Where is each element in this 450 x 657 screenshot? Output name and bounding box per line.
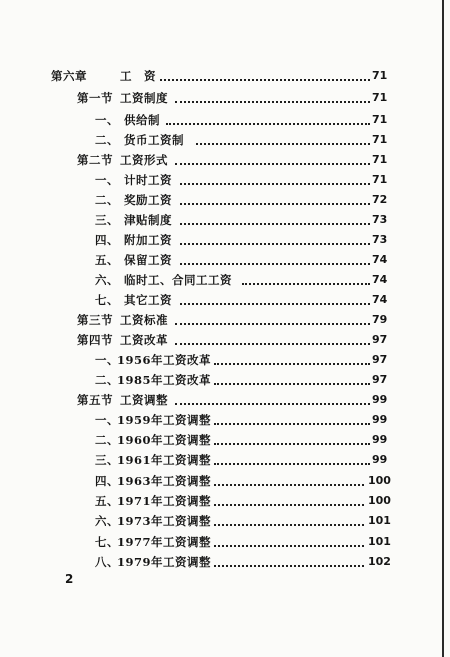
- entry-page-number: 71: [372, 173, 388, 186]
- entry-title: 1961年工资调整: [117, 453, 212, 467]
- leader-dots: [214, 381, 370, 385]
- toc-entry: [0, 553, 450, 571]
- entry-label: 五、: [95, 494, 119, 508]
- toc-entry: [0, 151, 450, 169]
- entry-title: 1960年工资调整: [117, 433, 212, 447]
- entry-title: 保留工资: [124, 253, 172, 267]
- toc-entry: [0, 411, 450, 429]
- leader-dots: [180, 261, 370, 265]
- entry-page-number: 99: [372, 393, 388, 406]
- entry-label: 八、: [95, 555, 119, 569]
- toc-entry: [0, 451, 450, 469]
- entry-title: 1971年工资调整: [117, 494, 212, 508]
- entry-page-number: 101: [368, 535, 391, 548]
- entry-label: 三、: [95, 213, 119, 227]
- leader-dots: [175, 161, 370, 165]
- entry-page-number: 101: [368, 514, 391, 527]
- leader-dots: [175, 341, 370, 345]
- entry-title: 1985年工资改革: [117, 373, 212, 387]
- toc-entry: [0, 251, 450, 269]
- leader-dots: [214, 502, 364, 506]
- entry-label: 六、: [95, 273, 119, 287]
- entry-label: 第二节: [77, 153, 113, 167]
- entry-label: 一、: [95, 353, 119, 367]
- entry-page-number: 97: [372, 333, 388, 346]
- entry-title: 计时工资: [124, 173, 172, 187]
- toc-entry: [0, 371, 450, 389]
- entry-page-number: 100: [368, 494, 391, 507]
- leader-dots: [242, 281, 370, 285]
- entry-title: 1973年工资调整: [117, 514, 212, 528]
- entry-title: 1963年工资调整: [117, 474, 212, 488]
- toc-entry: [0, 231, 450, 249]
- toc-entry: [0, 431, 450, 449]
- toc-entry: [0, 533, 450, 551]
- entry-title: 工资制度: [120, 91, 168, 105]
- page-number: 2: [65, 572, 74, 586]
- toc-entry: [0, 171, 450, 189]
- entry-title: 附加工资: [124, 233, 172, 247]
- entry-label: 第六章: [51, 69, 87, 83]
- toc-entry: [0, 512, 450, 530]
- entry-page-number: 74: [372, 253, 388, 266]
- entry-title: 货币工资制: [124, 133, 184, 147]
- toc-entry: [0, 111, 450, 129]
- entry-label: 一、: [95, 413, 119, 427]
- entry-title: 工资形式: [120, 153, 168, 167]
- leader-dots: [160, 77, 370, 81]
- entry-label: 二、: [95, 193, 119, 207]
- entry-title: 工资改革: [120, 333, 168, 347]
- toc-entry: [0, 311, 450, 329]
- toc-entry: [0, 131, 450, 149]
- entry-label: 二、: [95, 373, 119, 387]
- entry-title: 临时工、合同工工资: [124, 273, 232, 287]
- leader-dots: [175, 99, 370, 103]
- entry-label: 五、: [95, 253, 119, 267]
- toc-entry: [0, 67, 450, 85]
- entry-label: 二、: [95, 433, 119, 447]
- entry-label: 第三节: [77, 313, 113, 327]
- toc-entry: [0, 291, 450, 309]
- entry-label: 三、: [95, 453, 119, 467]
- entry-title: 工资标准: [120, 313, 168, 327]
- leader-dots: [214, 482, 364, 486]
- entry-label: 一、: [95, 173, 119, 187]
- leader-dots: [214, 361, 370, 365]
- entry-title: 其它工资: [124, 293, 172, 307]
- entry-page-number: 99: [372, 433, 388, 446]
- entry-title: 1956年工资改革: [117, 353, 212, 367]
- entry-label: 六、: [95, 514, 119, 528]
- entry-label: 四、: [95, 474, 119, 488]
- leader-dots: [175, 401, 370, 405]
- toc-entry: [0, 331, 450, 349]
- toc-entry: [0, 211, 450, 229]
- entry-title: 工 资: [120, 69, 156, 83]
- toc-entry: [0, 89, 450, 107]
- leader-dots: [214, 543, 364, 547]
- entry-title: 1979年工资调整: [117, 555, 212, 569]
- entry-label: 第五节: [77, 393, 113, 407]
- entry-title: 1977年工资调整: [117, 535, 212, 549]
- entry-page-number: 79: [372, 313, 388, 326]
- entry-page-number: 71: [372, 69, 388, 82]
- leader-dots: [180, 301, 370, 305]
- leader-dots: [196, 141, 370, 145]
- leader-dots: [214, 421, 370, 425]
- entry-label: 一、: [95, 113, 119, 127]
- leader-dots: [166, 121, 370, 125]
- toc-entry: [0, 492, 450, 510]
- entry-label: 七、: [95, 293, 119, 307]
- leader-dots: [180, 181, 370, 185]
- leader-dots: [214, 461, 370, 465]
- leader-dots: [214, 441, 370, 445]
- entry-label: 二、: [95, 133, 119, 147]
- entry-page-number: 73: [372, 213, 388, 226]
- toc-entry: [0, 351, 450, 369]
- toc-entry: [0, 191, 450, 209]
- entry-page-number: 73: [372, 233, 388, 246]
- entry-label: 七、: [95, 535, 119, 549]
- toc-entry: [0, 271, 450, 289]
- entry-page-number: 99: [372, 453, 388, 466]
- entry-page-number: 99: [372, 413, 388, 426]
- entry-page-number: 74: [372, 293, 388, 306]
- entry-title: 奖励工资: [124, 193, 172, 207]
- leader-dots: [214, 522, 364, 526]
- entry-label: 第四节: [77, 333, 113, 347]
- entry-page-number: 97: [372, 353, 388, 366]
- entry-label: 第一节: [77, 91, 113, 105]
- leader-dots: [180, 201, 370, 205]
- entry-page-number: 71: [372, 91, 388, 104]
- entry-page-number: 71: [372, 153, 388, 166]
- entry-title: 1959年工资调整: [117, 413, 212, 427]
- entry-page-number: 72: [372, 193, 388, 206]
- entry-page-number: 74: [372, 273, 388, 286]
- entry-title: 工资调整: [120, 393, 168, 407]
- leader-dots: [180, 221, 370, 225]
- leader-dots: [214, 563, 364, 567]
- leader-dots: [175, 321, 370, 325]
- entry-page-number: 71: [372, 113, 388, 126]
- entry-page-number: 97: [372, 373, 388, 386]
- toc-entry: [0, 391, 450, 409]
- entry-title: 供给制: [124, 113, 160, 127]
- entry-page-number: 100: [368, 474, 391, 487]
- entry-page-number: 71: [372, 133, 388, 146]
- entry-title: 津贴制度: [124, 213, 172, 227]
- leader-dots: [180, 241, 370, 245]
- entry-page-number: 102: [368, 555, 391, 568]
- toc-entry: [0, 472, 450, 490]
- entry-label: 四、: [95, 233, 119, 247]
